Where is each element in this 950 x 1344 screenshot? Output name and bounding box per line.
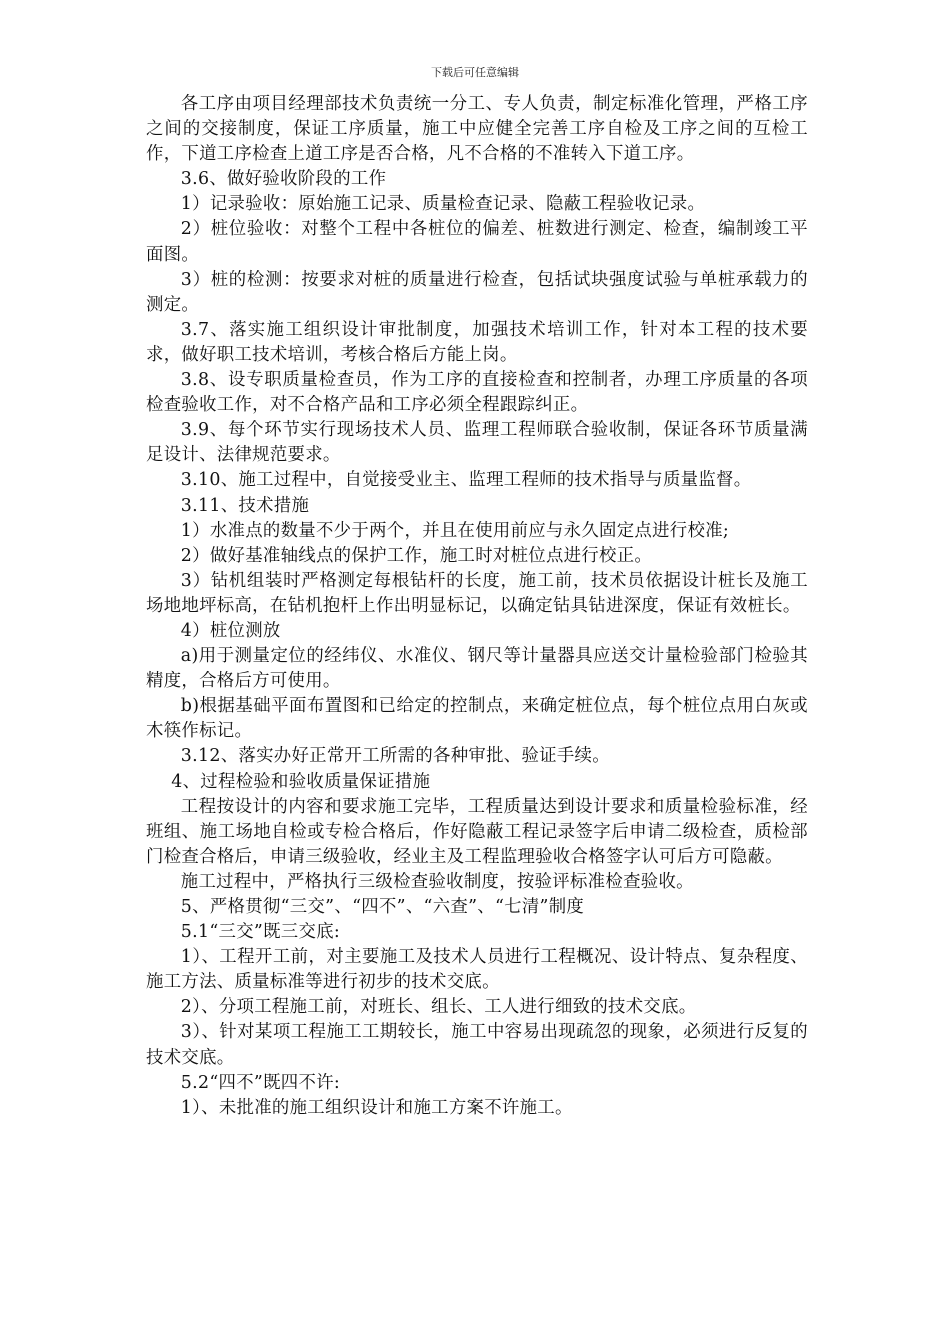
paragraph: 2）、分项工程施工前，对班长、组长、工人进行细致的技术交底。 [180, 997, 697, 1018]
paragraph: 1）记录验收：原始施工记录、质量检查记录、隐蔽工程验收记录。 [180, 194, 706, 215]
section-heading: 5.1“三交”既三交底: [180, 922, 341, 943]
paragraph: 1）、工程开工前，对主要施工及技术人员进行工程概况、设计特点、复杂程度、施工方法、质量标准等进行初步的技术交底。 [146, 947, 808, 993]
paragraph: 工程按设计的内容和要求施工完毕，工程质量达到设计要求和质量检验标准，经班组、施工场地自检或专检合格后，作好隐蔽工程记录签字后申请二级检查，质检部门检查合格后，申请三级验收，经业主及工程监理验收合格签字认可后方可隐蔽。 [146, 796, 808, 867]
paragraph: 3.7、落实施工组织设计审批制度，加强技术培训工作，针对本工程的技术要求，做好职工技术培训，考核合格后方能上岗。 [146, 319, 808, 365]
section-heading: 4、过程检验和验收质量保证措施 [171, 771, 431, 792]
paragraph: 1）水准点的数量不少于两个，并且在使用前应与永久固定点进行校准; [180, 520, 730, 541]
paragraph: 施工过程中，严格执行三级检查验收制度，按验评标准检查验收。 [180, 871, 694, 892]
paragraph: b)根据基础平面布置图和已给定的控制点，来确定桩位点，每个桩位点用白灰或木筷作标记。 [146, 696, 808, 742]
paragraph: 3）桩的检测：按要求对桩的质量进行检查，包括试块强度试验与单桩承载力的测定。 [146, 269, 808, 315]
document-body [146, 92, 808, 1121]
paragraph: 3）钻机组装时严格测定每根钻杆的长度，施工前，技术员依据设计桩长及施工场地地坪标高，在钻机抱杆上作出明显标记，以确定钻具钻进深度，保证有效桩长。 [146, 570, 808, 616]
section-heading: 5、严格贯彻“三交”、“四不”、“六查”、“七清”制度 [180, 897, 585, 917]
paragraph: 3）、针对某项工程施工工期较长，施工中容易出现疏忽的现象，必须进行反复的技术交底。 [146, 1022, 808, 1068]
page-header: 下载后可任意编辑 [431, 66, 519, 79]
paragraph: 3.9、每个环节实行现场技术人员、监理工程师联合验收制，保证各环节质量满足设计、法律规范要求。 [146, 420, 808, 466]
paragraph: 2）做好基准轴线点的保护工作，施工时对桩位点进行校正。 [180, 545, 653, 566]
paragraph: a)用于测量定位的经纬仪、水准仪、钢尺等计量器具应送交计量检验部门检验其精度，合格后方可使用。 [146, 646, 808, 692]
paragraph: 3.8、设专职质量检查员，作为工序的直接检查和控制者，办理工序质量的各项检查验收工作，对不合格产品和工序必须全程跟踪纠正。 [146, 370, 808, 416]
section-heading: 5.2“四不”既四不许: [180, 1072, 341, 1093]
paragraph: 3.12、落实办好正常开工所需的各种审批、验证手续。 [180, 746, 610, 767]
paragraph: 2）桩位验收：对整个工程中各桩位的偏差、桩数进行测定、检查，编制竣工平面图。 [146, 219, 808, 265]
section-heading: 3.6、做好验收阶段的工作 [180, 169, 387, 190]
paragraph: 1）、未批准的施工组织设计和施工方案不许施工。 [180, 1097, 573, 1118]
section-heading: 4）桩位测放 [180, 620, 281, 641]
section-heading: 3.11、技术措施 [180, 495, 310, 516]
paragraph: 各工序由项目经理部技术负责统一分工、专人负责，制定标准化管理，严格工序之间的交接制度，保证工序质量，施工中应健全完善工序自检及工序之间的互检工作，下道工序检查上道工序是否合格，凡不合格的不准转入下道工序。 [146, 94, 808, 165]
paragraph: 3.10、施工过程中，自觉接受业主、监理工程师的技术指导与质量监督。 [180, 470, 752, 491]
